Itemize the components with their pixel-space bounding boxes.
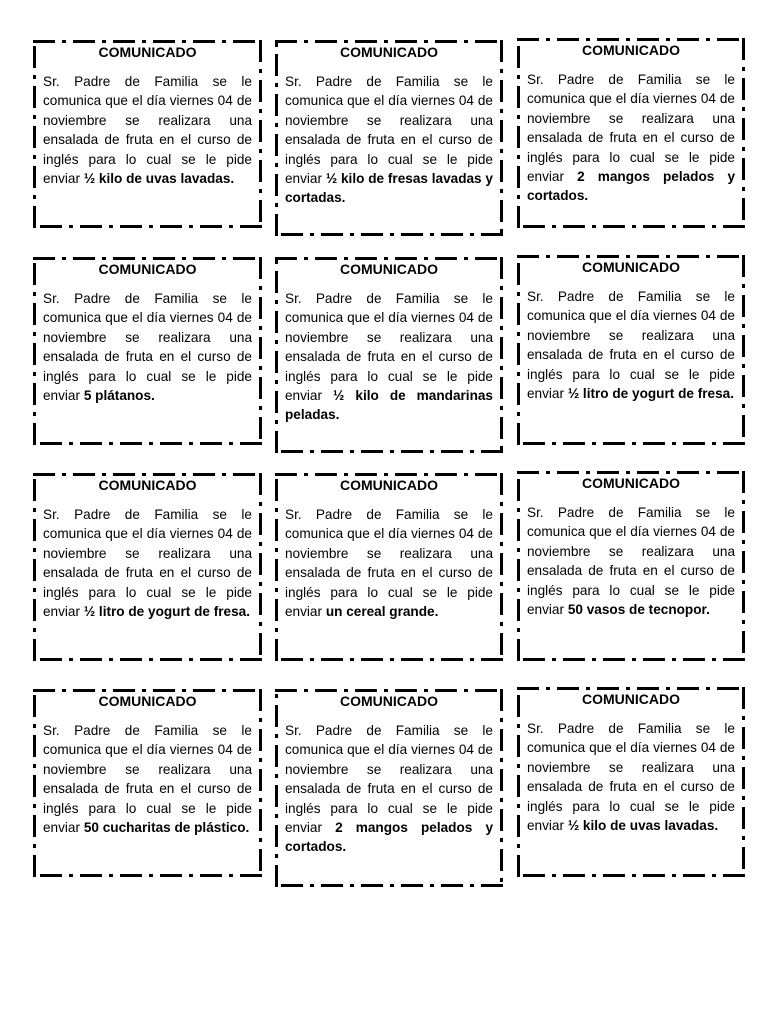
card-body [527, 719, 735, 835]
card-message: Sr. Padre de Familia se le comunica que el día viernes 04 de noviembre se realizara una ensalada de fruta en el curso de inglés para lo cual se le pide enviar [285, 723, 493, 836]
card-title: COMUNICADO [582, 475, 680, 491]
card-message: Sr. Padre de Familia se le comunica que el día viernes 04 de noviembre se realizara una ensalada de fruta en el curso de inglés para lo cual se le pide enviar [285, 74, 493, 187]
card-title: COMUNICADO [98, 477, 197, 493]
card-item: 50 vasos de tecnopor. [567, 602, 710, 618]
card-message: Sr. Padre de Familia se le comunica que el día viernes 04 de noviembre se realizara una ensalada de fruta en el curso de inglés para lo cual se le pide enviar [285, 291, 493, 404]
card-item: ½ litro de yogurt de fresa. [567, 386, 734, 402]
card-title: COMUNICADO [582, 691, 680, 707]
card-title: COMUNICADO [98, 261, 197, 277]
comunicado-card [33, 689, 262, 877]
card-item: 50 cucharitas de plástico. [83, 820, 250, 836]
comunicado-card [33, 40, 262, 228]
card-body [527, 503, 735, 619]
comunicado-card [275, 257, 503, 453]
card-title: COMUNICADO [340, 44, 438, 60]
comunicado-card [275, 40, 503, 236]
card-message: Sr. Padre de Familia se le comunica que el día viernes 04 de noviembre se realizara una ensalada de fruta en el curso de inglés para lo cual se le pide enviar [527, 289, 735, 402]
card-body [285, 505, 493, 621]
card-message: Sr. Padre de Familia se le comunica que el día viernes 04 de noviembre se realizara una ensalada de fruta en el curso de inglés para lo cual se le pide enviar [43, 74, 252, 187]
card-item: 2 mangos pelados y cortados. [285, 820, 493, 855]
comunicado-card [517, 471, 745, 661]
card-message: Sr. Padre de Familia se le comunica que el día viernes 04 de noviembre se realizara una ensalada de fruta en el curso de inglés para lo cual se le pide enviar [285, 507, 493, 620]
card-title: COMUNICADO [340, 477, 438, 493]
card-message: Sr. Padre de Familia se le comunica que el día viernes 04 de noviembre se realizara una ensalada de fruta en el curso de inglés para lo cual se le pide enviar [43, 723, 252, 836]
card-title: COMUNICADO [582, 42, 680, 58]
card-body [285, 721, 493, 857]
card-item: ½ kilo de mandarinas peladas. [285, 388, 493, 423]
card-title: COMUNICADO [98, 44, 197, 60]
card-body [43, 721, 252, 837]
card-item: ½ kilo de uvas lavadas. [567, 818, 719, 834]
card-message: Sr. Padre de Familia se le comunica que el día viernes 04 de noviembre se realizara una ensalada de fruta en el curso de inglés para lo cual se le pide enviar [527, 505, 735, 618]
comunicado-card [275, 473, 503, 661]
card-body [43, 505, 252, 621]
comunicado-card [33, 473, 262, 661]
card-item: ½ kilo de uvas lavadas. [83, 171, 235, 187]
card-item: un cereal grande. [325, 604, 439, 620]
card-item: 5 plátanos. [83, 388, 155, 404]
card-title: COMUNICADO [340, 261, 438, 277]
comunicado-card [517, 255, 745, 445]
card-message: Sr. Padre de Familia se le comunica que el día viernes 04 de noviembre se realizara una ensalada de fruta en el curso de inglés para lo cual se le pide enviar [527, 721, 735, 834]
card-title: COMUNICADO [582, 259, 680, 275]
card-body [285, 72, 493, 208]
card-title: COMUNICADO [98, 693, 197, 709]
card-body [527, 70, 735, 206]
card-body [285, 289, 493, 425]
card-item: ½ litro de yogurt de fresa. [83, 604, 250, 620]
card-body [527, 287, 735, 403]
card-body [43, 72, 252, 188]
comunicado-card [517, 38, 745, 228]
card-title: COMUNICADO [340, 693, 438, 709]
comunicado-card [33, 257, 262, 445]
card-message: Sr. Padre de Familia se le comunica que el día viernes 04 de noviembre se realizara una ensalada de fruta en el curso de inglés para lo cual se le pide enviar [43, 507, 252, 620]
card-item: ½ kilo de fresas lavadas y cortadas. [285, 171, 493, 206]
comunicado-card [517, 687, 745, 877]
card-message: Sr. Padre de Familia se le comunica que el día viernes 04 de noviembre se realizara una ensalada de fruta en el curso de inglés para lo cual se le pide enviar [43, 291, 252, 404]
comunicado-card [275, 689, 503, 887]
card-body [43, 289, 252, 405]
card-item: 2 mangos pelados y cortados. [527, 169, 735, 204]
card-message: Sr. Padre de Familia se le comunica que el día viernes 04 de noviembre se realizara una ensalada de fruta en el curso de inglés para lo cual se le pide enviar [527, 72, 735, 185]
